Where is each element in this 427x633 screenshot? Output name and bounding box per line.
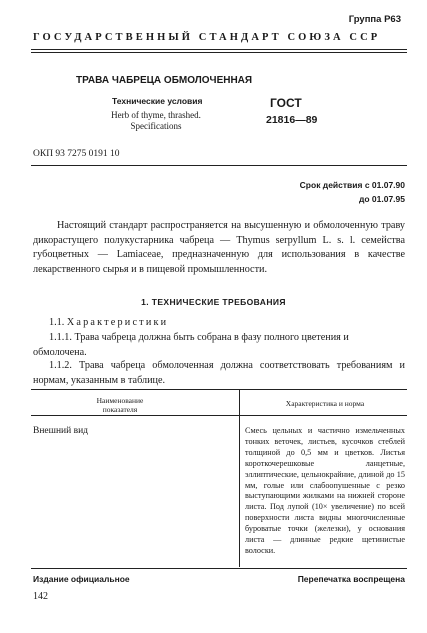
official-edition-label: Издание официальное [33,574,130,584]
clause-1-1-title: Характеристики [66,317,169,328]
okp-code: ОКП 93 7275 0191 10 [33,149,120,159]
table-cell-indicator: Внешний вид [33,426,88,436]
gost-number: 21816—89 [266,114,318,126]
table-header-indicator-line2: показателя [102,405,138,414]
group-code: Группа Р63 [348,14,401,25]
english-title-line2: Specifications [130,121,182,131]
header-rule-top [31,49,407,50]
clause-1-1-1: 1.1.1. Трава чабреца должна быть собрана в фазу полного цветения и обмолочена. [33,332,349,358]
english-title [96,110,216,132]
table-cell-norm: Смесь цельных и частично измельченных тонких веточек, листьев, кусочков стеблей толщиной до 0,5 мм и цветков. Листья короткочерешковые ланцетные, эллиптические, цельнокрайние, длиной до 15 мм, голые или слабоопушенные с резко выступающими жилками на нижней стороне листа. Под лупой (10× увеличение) по всей поверхности листа видны многочисленные буроватые точки (железки), у основания листа — длинные редкие щетинистые волоски. [245,426,405,555]
intro-paragraph: Настоящий стандарт распространяется на высушенную и обмолоченную траву дикорастущего полукустарника чабреца — Thymus serpyllum L. s. l. семейства губоцветных — Lamiaceae, предназначенную для использования в качестве лекарственного сырья и в пищевой промышленности. [33,220,405,275]
table-header-norm: Характеристика и норма [285,399,365,408]
clause-1-1-2: 1.1.2. Трава чабреца обмолоченная должна соответствовать требованиям и нормам, указанным в таблице. [33,360,405,386]
technical-conditions-label: Технические условия [112,96,203,106]
table-header-indicator-line1: Наименование [96,396,144,405]
english-title-line1: Herb of thyme, thrashed. [111,110,201,120]
state-standard-heading: ГОСУДАРСТВЕННЫЙ СТАНДАРТ СОЮЗА ССР [33,32,381,43]
validity-from: Срок действия с 01.07.90 [299,180,405,190]
okp-rule [31,165,407,166]
header-rule-bottom [31,52,407,53]
table-header-rule [31,415,407,416]
document-title: ТРАВА ЧАБРЕЦА ОБМОЛОЧЕННАЯ [76,75,253,86]
table-header-indicator [60,396,180,414]
footer-rule [31,568,407,569]
table-top-rule [31,389,407,390]
page-number: 142 [33,591,48,602]
gost-label: ГОСТ [270,96,302,110]
validity-to: до 01.07.95 [358,194,405,204]
clause-1-1-number: 1.1. [49,317,65,328]
clause-1-1 [49,317,168,328]
reprint-prohibited-label: Перепечатка воспрещена [297,574,405,584]
section-heading: 1. ТЕХНИЧЕСКИЕ ТРЕБОВАНИЯ [141,297,286,307]
